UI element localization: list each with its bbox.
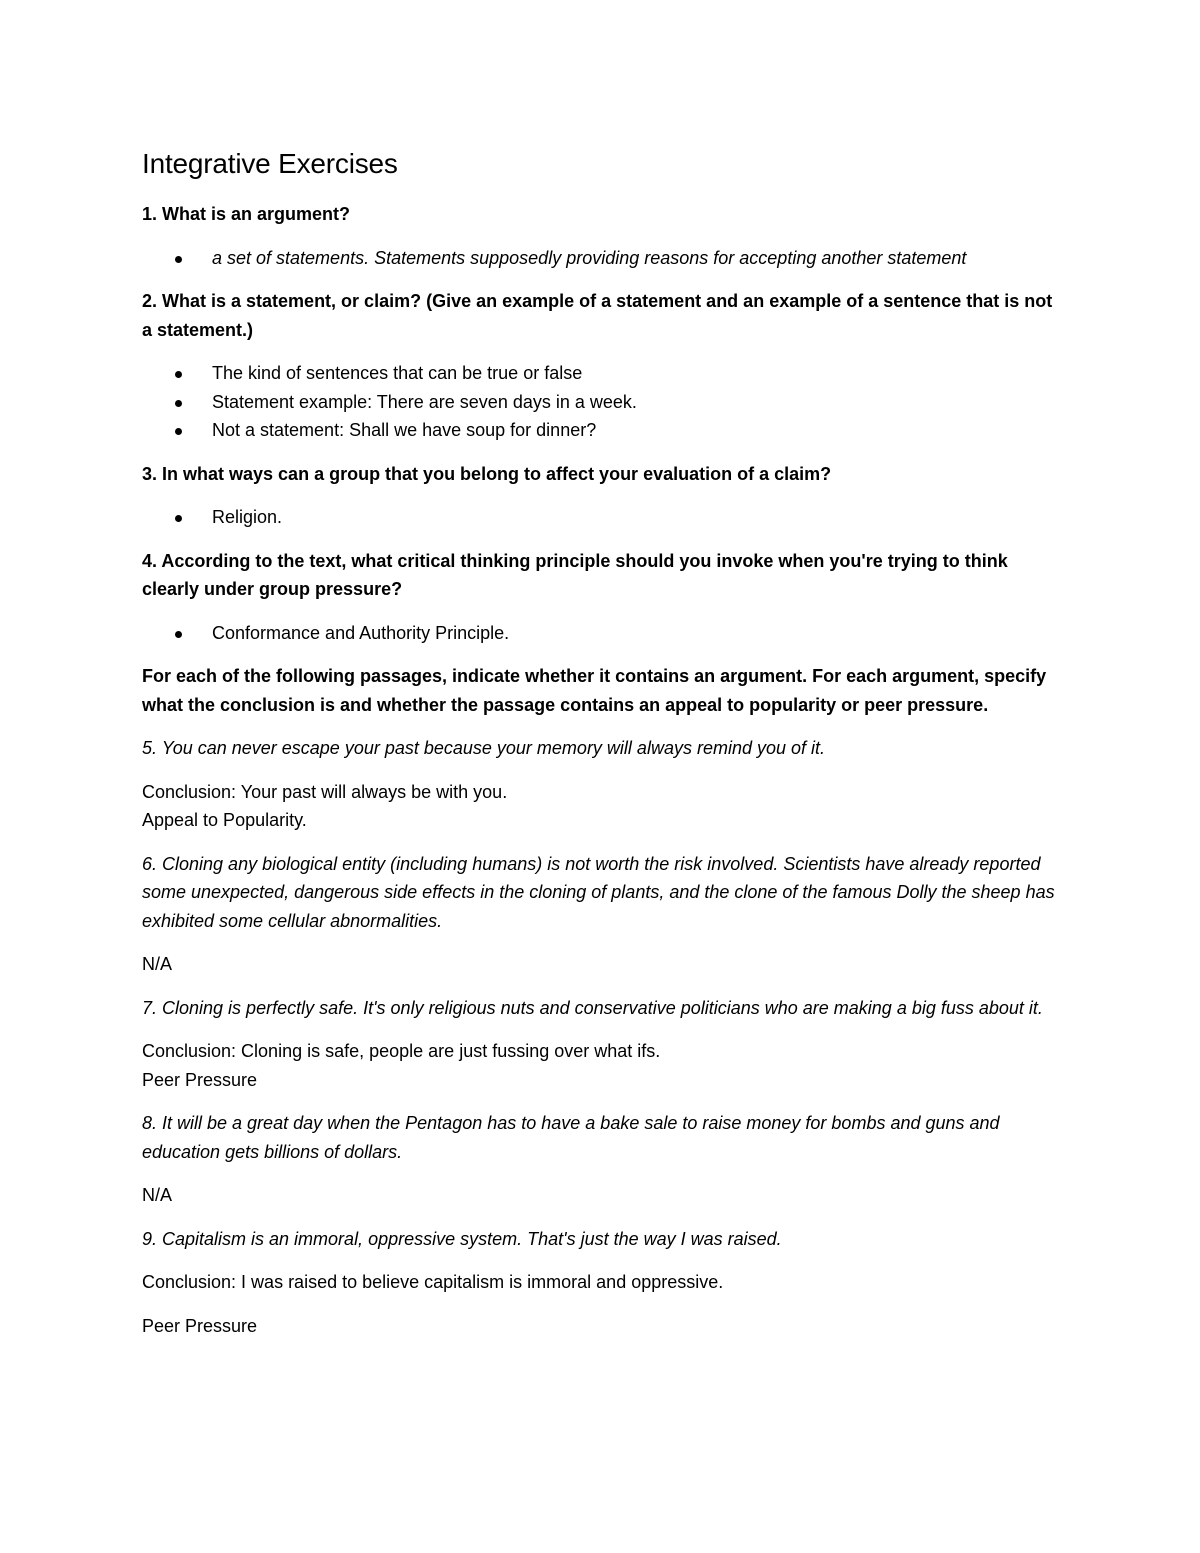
answer-text: Religion. (212, 507, 283, 527)
bullet-icon (175, 256, 182, 263)
question-3: 3. In what ways can a group that you belong to affect your evaluation of a claim? (142, 463, 832, 484)
answer-8: N/A (142, 1185, 173, 1205)
appeal-7: Peer Pressure (142, 1069, 258, 1090)
list-item (142, 619, 1062, 648)
answer-6: N/A (142, 954, 173, 974)
conclusion-5: Conclusion: Your past will always be with you. (142, 781, 508, 802)
conclusion-9: Conclusion: I was raised to believe capitalism is immoral and oppressive. (142, 1272, 724, 1292)
list-item (142, 416, 1062, 445)
list-item (142, 244, 1062, 273)
answer-text: Not a statement: Shall we have soup for dinner? (212, 420, 597, 440)
passage-9: 9. Capitalism is an immoral, oppressive system. That's just the way I was raised. (142, 1228, 782, 1249)
answer-list-2 (142, 359, 1062, 445)
list-item (142, 503, 1062, 532)
bullet-icon (175, 515, 182, 522)
appeal-5: Appeal to Popularity. (142, 810, 307, 830)
answer-text: Statement example: There are seven days in a week. (212, 391, 637, 412)
appeal-9: Peer Pressure (142, 1315, 258, 1336)
answer-list-3 (142, 503, 1062, 532)
list-item (142, 359, 1062, 388)
instructions: For each of the following passages, indicate whether it contains an argument. For each argument, specify what the conclusion is and whether the passage contains an appeal to popularity or peer pressure. (142, 666, 1047, 715)
question-2: 2. What is a statement, or claim? (Give an example of a statement and an example of a sentence that is not a statement.) (142, 291, 1053, 340)
document-page (142, 140, 1062, 1355)
bullet-icon (175, 371, 182, 378)
answer-text: Conformance and Authority Principle. (212, 622, 510, 643)
conclusion-7: Conclusion: Cloning is safe, people are just fussing over what ifs. (142, 1041, 661, 1061)
bullet-icon (175, 631, 182, 638)
passage-6: 6. Cloning any biological entity (including humans) is not worth the risk involved. Scientists have already reported some unexpected, dangerous side effects in the cloning of plants, and the clone of the famous Dolly the sheep has exhibited some cellular abnormalities. (142, 853, 1055, 931)
answer-text: a set of statements. Statements supposedly providing reasons for accepting another statement (212, 247, 967, 268)
bullet-icon (175, 428, 182, 435)
answer-list-1 (142, 244, 1062, 273)
passage-8: 8. It will be a great day when the Pentagon has to have a bake sale to raise money for bombs and guns and education gets billions of dollars. (142, 1113, 1000, 1162)
passage-7: 7. Cloning is perfectly safe. It's only religious nuts and conservative politicians who are making a big fuss about it. (142, 997, 1043, 1018)
answer-text: The kind of sentences that can be true or false (212, 363, 583, 383)
passage-5: 5. You can never escape your past because your memory will always remind you of it. (142, 738, 826, 758)
question-1: 1. What is an argument? (142, 204, 351, 224)
bullet-icon (175, 400, 182, 407)
list-item (142, 388, 1062, 417)
question-4: 4. According to the text, what critical thinking principle should you invoke when you're trying to think clearly under group pressure? (142, 550, 1008, 599)
page-title: Integrative Exercises (142, 148, 398, 179)
answer-list-4 (142, 619, 1062, 648)
